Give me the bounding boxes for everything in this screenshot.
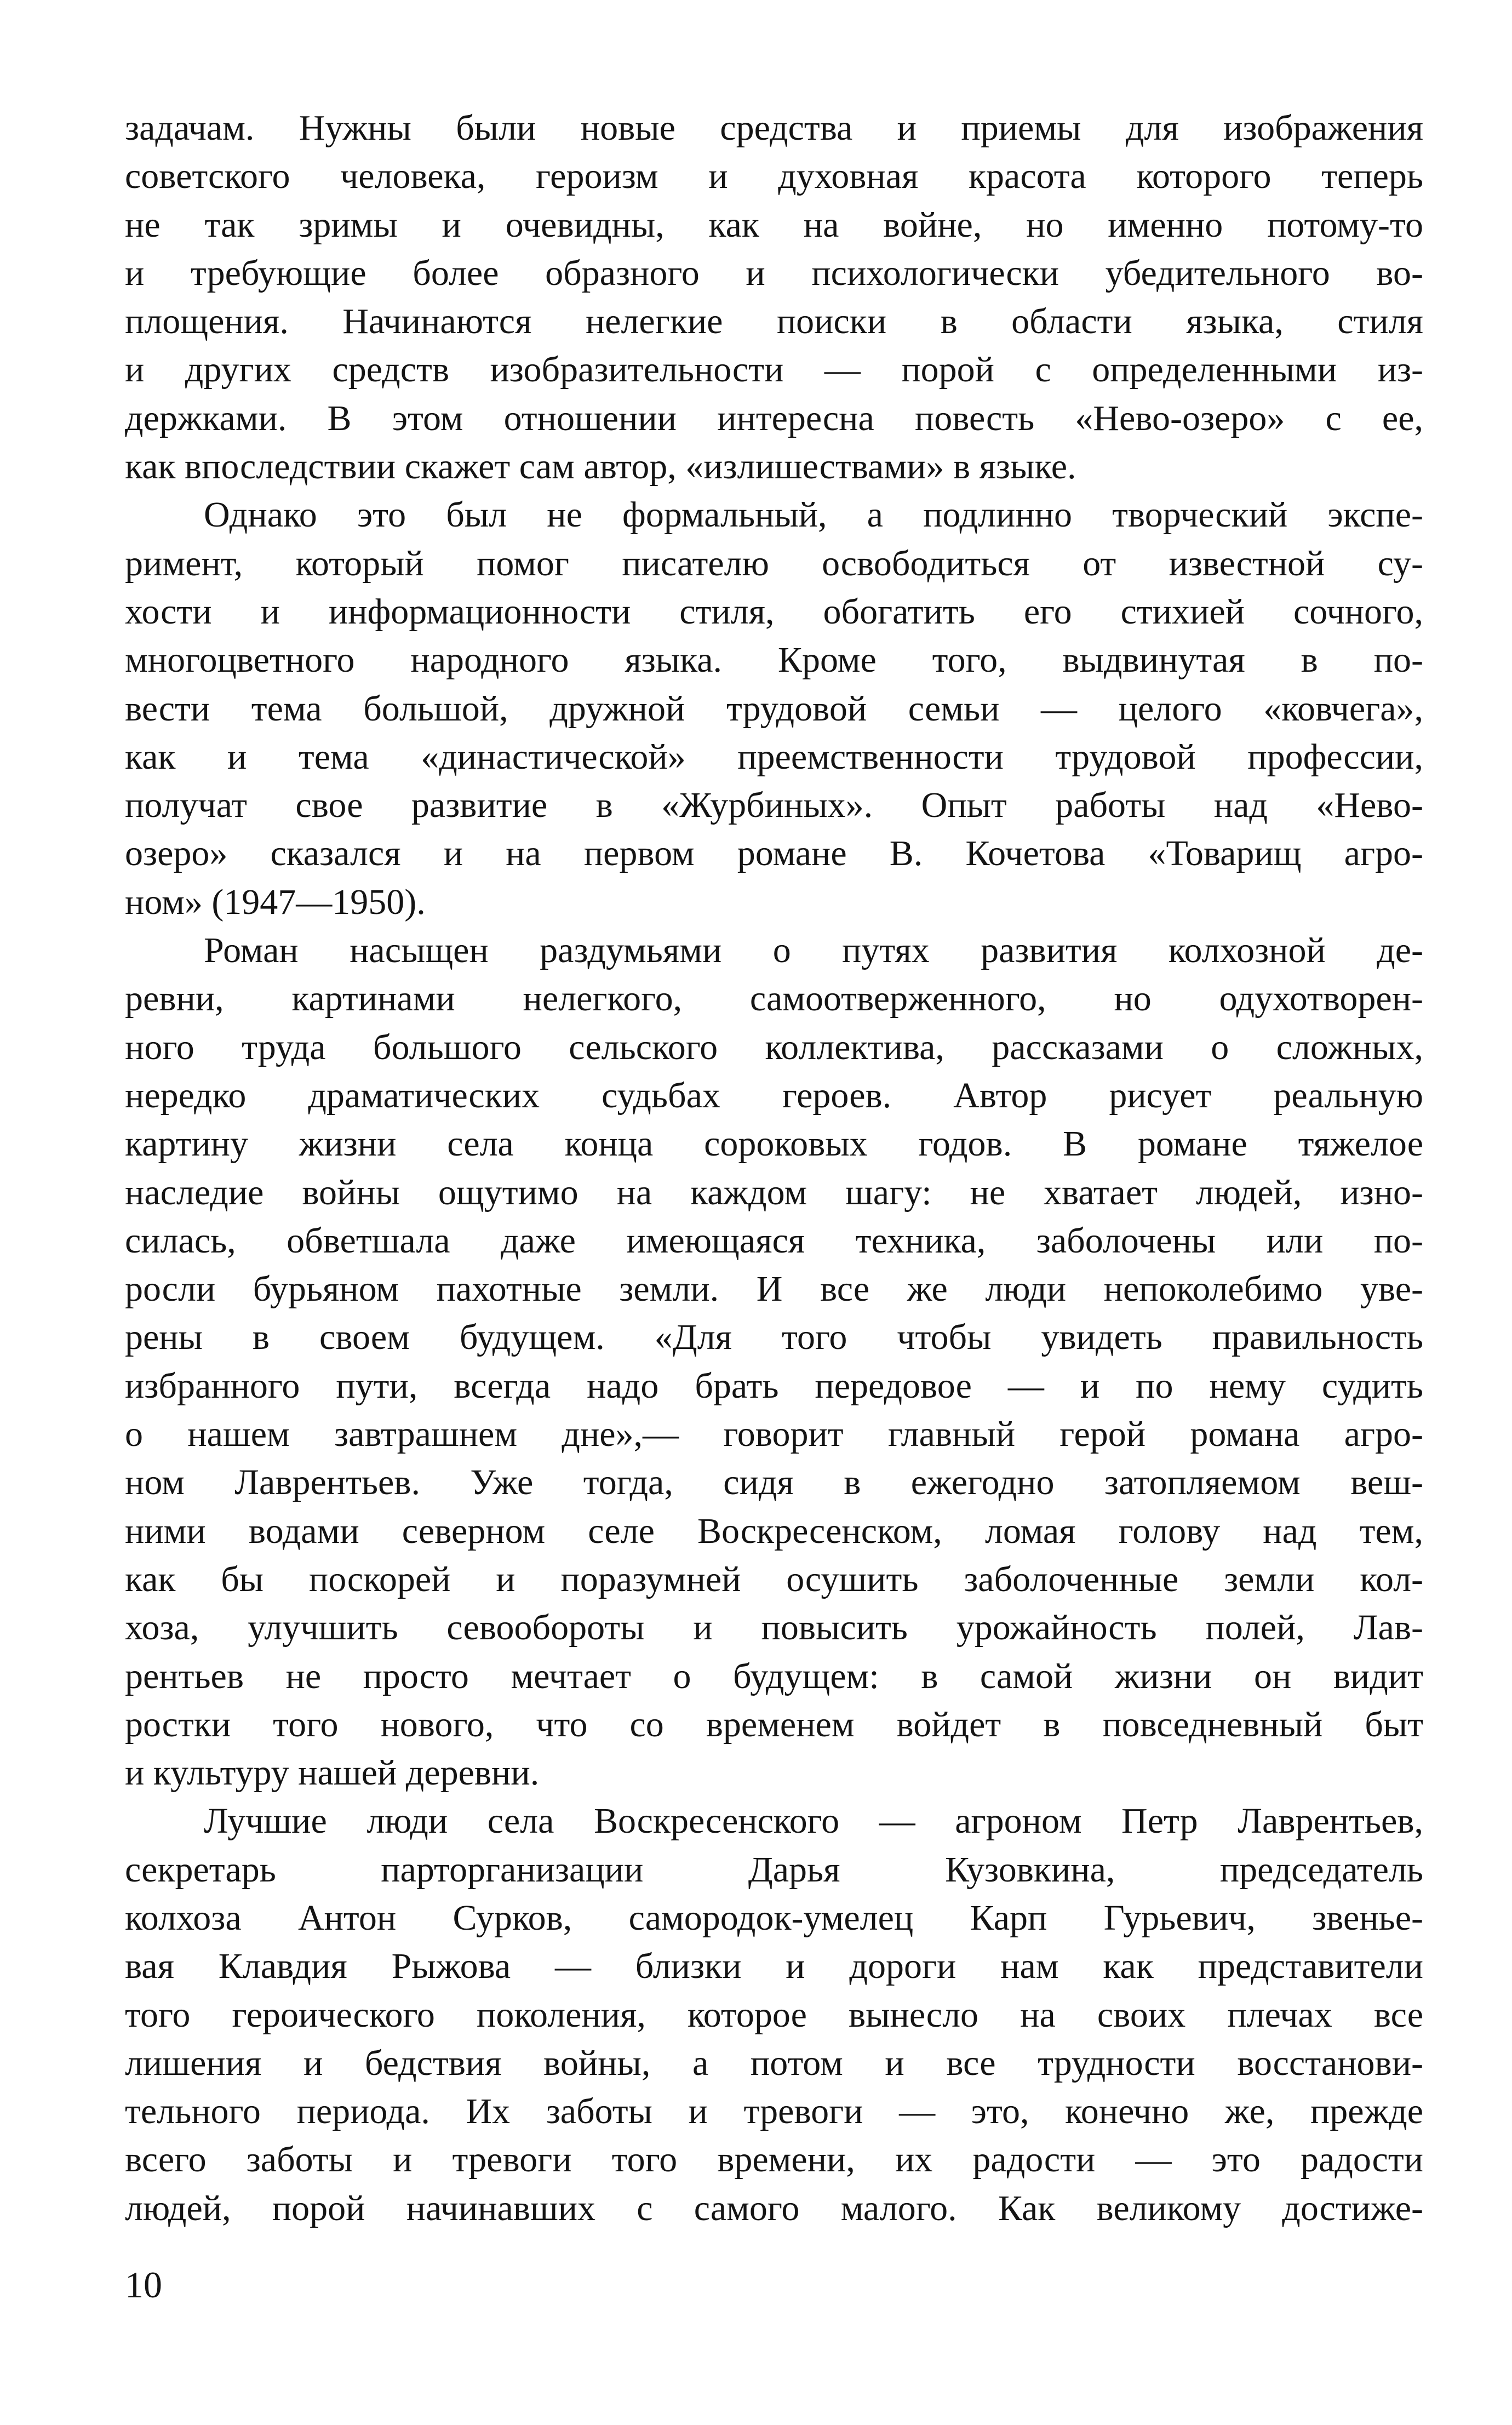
text-line: озеро» сказался и на первом романе В. Кочетова «Товарищ агро- [125,833,1423,874]
text-line: секретарь парторганизации Дарья Кузовкина, председатель [125,1849,1423,1890]
text-line: многоцветного народного языка. Кроме того, выдвинутая в по- [125,640,1423,680]
text-line: и требующие более образного и психологически убедительного во- [125,253,1423,293]
text-line: ростки того нового, что со временем войдет в повседневный быт [125,1704,1423,1745]
text-line: как бы поскорей и поразумней осушить заболоченные земли кол- [125,1559,1423,1599]
text-line: росли бурьяном пахотные земли. И все же люди непоколебимо уве- [125,1269,1423,1309]
text-line: не так зримы и очевидны, как на войне, но именно потому-то [125,204,1423,245]
text-line: колхоза Антон Сурков, самородок-умелец Карп Гурьевич, звенье- [125,1897,1423,1938]
text-line: римент, который помог писателю освободиться от известной су- [125,543,1423,584]
text-line: избранного пути, всегда надо брать передовое — и по нему судить [125,1365,1423,1406]
text-line: лишения и бедствия войны, а потом и все трудности восстанови- [125,2043,1423,2083]
text-line: ними водами северном селе Воскресенском, ломая голову над тем, [125,1511,1423,1551]
text-line: хости и информационности стиля, обогатить его стихией сочного, [125,591,1423,632]
text-line: задачам. Нужны были новые средства и приемы для изображения [125,108,1423,148]
text-line: советского человека, героизм и духовная красота которого теперь [125,156,1423,197]
paragraph [125,491,1423,926]
text-line: наследие войны ощутимо на каждом шагу: не хватает людей, изно- [125,1172,1423,1212]
text-line: Лучшие люди села Воскресенского — агроном Петр Лаврентьев, [204,1801,1423,1841]
text-line: получат свое развитие в «Журбиных». Опыт работы над «Нево- [125,785,1423,826]
text-line: нередко драматических судьбах героев. Автор рисует реальную [125,1075,1423,1116]
text-line: вая Клавдия Рыжова — близки и дороги нам как представители [125,1946,1423,1987]
paragraph [125,104,1423,491]
text-line: Однако это был не формальный, а подлинно творческий экспе- [204,495,1423,535]
text-line: и культуру нашей деревни. [125,1753,540,1793]
text-line: Роман насыщен раздумьями о путях развития колхозной де- [204,930,1423,971]
text-line: ном» (1947—1950). [125,882,426,922]
text-line: как впоследствии скажет сам автор, «излишествами» в языке. [125,447,1076,487]
text-line: о нашем завтрашнем дне»,— говорит главный герой романа агро- [125,1414,1423,1455]
text-line: площения. Начинаются нелегкие поиски в области языка, стиля [125,301,1423,342]
text-line: вести тема большой, дружной трудовой семьи — целого «ковчега», [125,688,1423,729]
text-line: держками. В этом отношении интересна повесть «Нево-озеро» с ее, [125,398,1423,438]
page-number: 10 [125,2264,162,2306]
paragraph [125,1797,1423,2233]
text-line: ном Лаврентьев. Уже тогда, сидя в ежегодно затопляемом веш- [125,1462,1423,1503]
text-line: ного труда большого сельского коллектива, рассказами о сложных, [125,1027,1423,1067]
text-line: тельного периода. Их заботы и тревоги — это, конечно же, прежде [125,2091,1423,2132]
text-line: хоза, улучшить севообороты и повысить урожайность полей, Лав- [125,1608,1423,1648]
text-line: людей, порой начинавших с самого малого. Как великому достиже- [125,2188,1423,2228]
body-text [125,104,1423,2233]
text-line: всего заботы и тревоги того времени, их радости — это радости [125,2140,1423,2180]
text-line: как и тема «династической» преемственности трудовой профессии, [125,736,1423,777]
text-line: и других средств изобразительности — порой с определенными из- [125,350,1423,390]
text-line: рентьев не просто мечтает о будущем: в самой жизни он видит [125,1656,1423,1696]
text-line: силась, обветшала даже имеющаяся техника, заболочены или по- [125,1220,1423,1261]
text-line: картину жизни села конца сороковых годов. В романе тяжелое [125,1124,1423,1164]
paragraph [125,926,1423,1797]
text-line: рены в своем будущем. «Для того чтобы увидеть правильность [125,1317,1423,1358]
text-line: ревни, картинами нелегкого, самоотверженного, но одухотворен- [125,979,1423,1019]
text-line: того героического поколения, которое вынесло на своих плечах все [125,1994,1423,2035]
